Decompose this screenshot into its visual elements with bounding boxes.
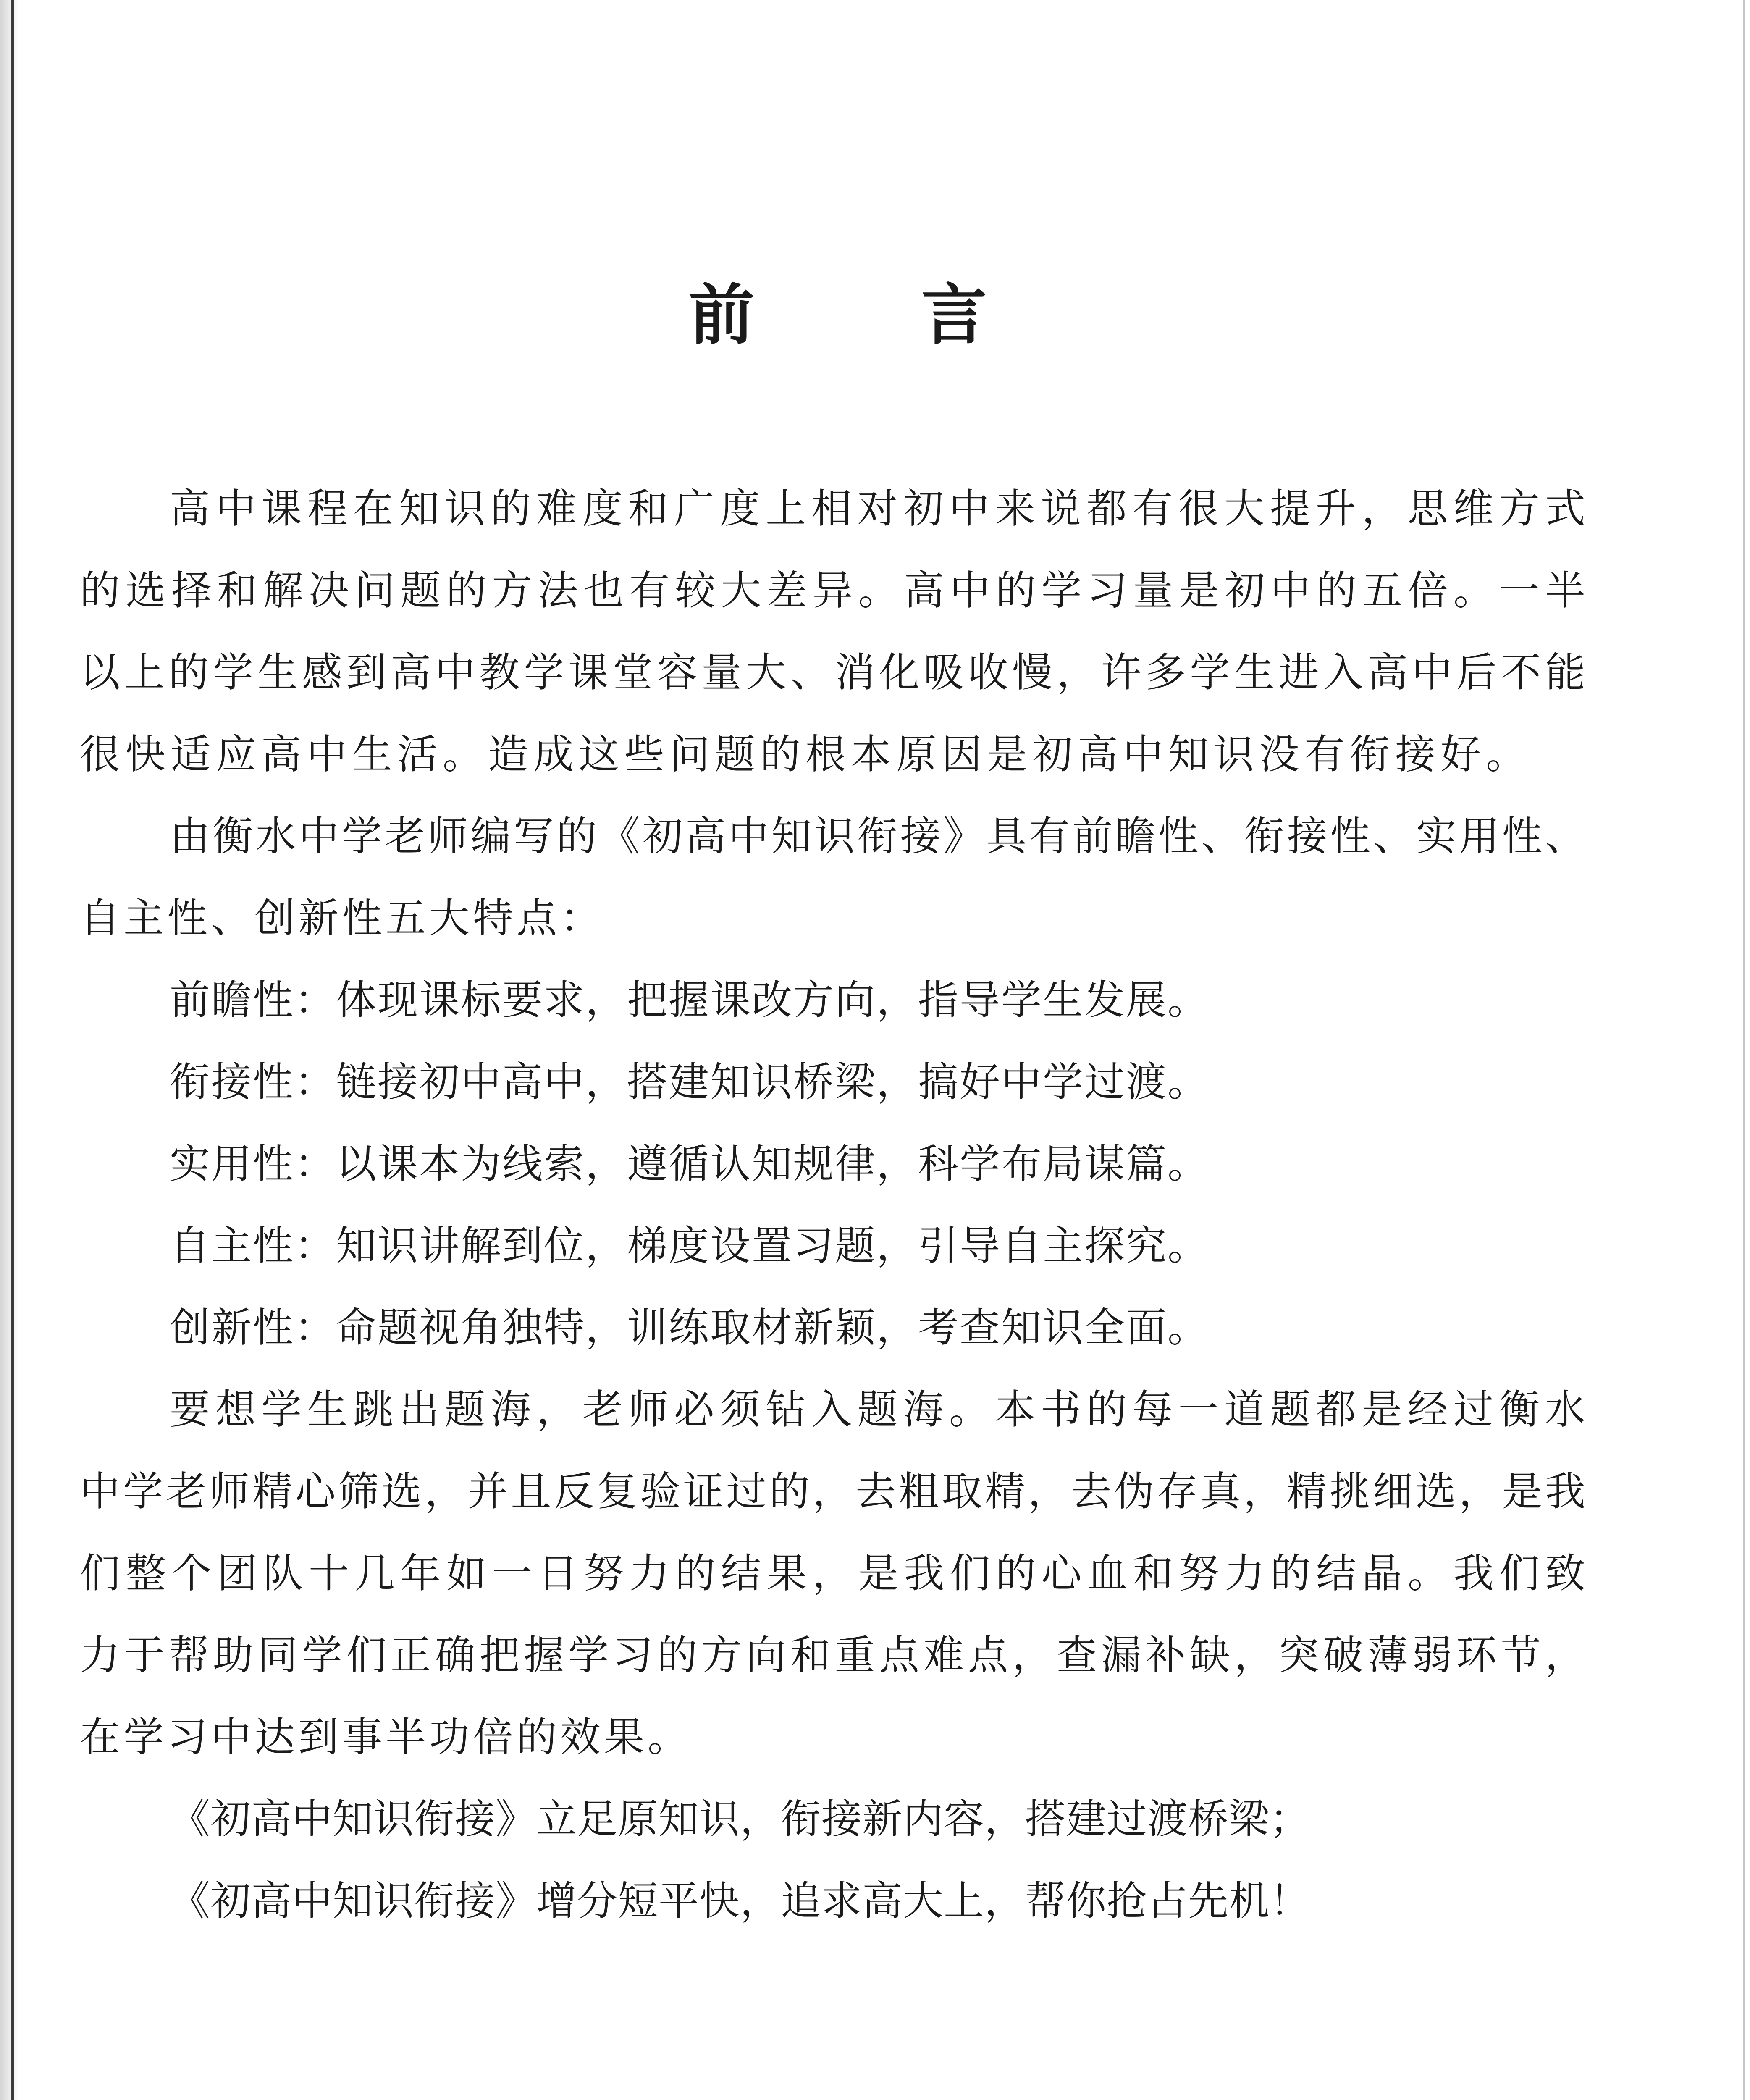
scan-edge-right xyxy=(1743,0,1745,2100)
text-line: 自主性：知识讲解到位，梯度设置习题，引导自主探究。 xyxy=(170,1222,1209,1269)
scan-edge-left xyxy=(11,0,14,2100)
text-line: 自主性、创新性五大特点： xyxy=(80,895,604,942)
text-line: 高中课程在知识的难度和广度上相对初中来说都有很大提升，思维方式 xyxy=(170,485,1585,532)
feature-autonomy xyxy=(80,1205,1585,1287)
text-line: 在学习中达到事半功倍的效果。 xyxy=(80,1714,691,1761)
text-line: 要想学生跳出题海，老师必须钻入题海。本书的每一道题都是经过衡水 xyxy=(170,1386,1585,1433)
closing-line-1 xyxy=(80,1778,1585,1860)
text-line: 实用性：以课本为线索，遵循认知规律，科学布局谋篇。 xyxy=(170,1140,1209,1187)
text-line: 很快适应高中生活。造成这些问题的根本原因是初高中知识没有衔接好。 xyxy=(80,731,1531,778)
text-line: 们整个团队十几年如一日努力的结果，是我们的心血和努力的结晶。我们致 xyxy=(80,1550,1585,1597)
page-title: 前言 xyxy=(689,276,1154,353)
text-line: 的选择和解决问题的方法也有较大差异。高中的学习量是初中的五倍。一半 xyxy=(80,567,1585,614)
feature-foresight xyxy=(80,959,1585,1041)
text-line: 力于帮助同学们正确把握学习的方向和重点难点，查漏补缺，突破薄弱环节， xyxy=(80,1632,1585,1679)
feature-connection xyxy=(80,1041,1585,1123)
text-line: 创新性：命题视角独特，训练取材新颖，考查知识全面。 xyxy=(170,1304,1209,1351)
text-line: 前瞻性：体现课标要求，把握课改方向，指导学生发展。 xyxy=(170,976,1209,1024)
text-line: 以上的学生感到高中教学课堂容量大、消化吸收慢，许多学生进入高中后不能 xyxy=(80,649,1585,696)
text-line: 衔接性：链接初中高中，搭建知识桥梁，搞好中学过渡。 xyxy=(170,1058,1209,1105)
text-line: 《初高中知识衔接》立足原知识，衔接新内容，搭建过渡桥梁； xyxy=(170,1796,1310,1843)
text-line: 中学老师精心筛选，并且反复验证过的，去粗取精，去伪存真，精挑细选，是我 xyxy=(80,1468,1585,1515)
closing-line-2 xyxy=(80,1860,1585,1942)
preface-body xyxy=(80,468,1585,1942)
feature-innovation xyxy=(80,1287,1585,1369)
feature-practicality xyxy=(80,1123,1585,1205)
text-line: 由衡水中学老师编写的《初高中知识衔接》具有前瞻性、衔接性、实用性、 xyxy=(170,813,1585,860)
scan-edge-shadow xyxy=(0,0,18,2100)
paragraph-1 xyxy=(80,468,1585,795)
text-line: 《初高中知识衔接》增分短平快，追求高大上，帮你抢占先机！ xyxy=(170,1877,1310,1924)
paragraph-3 xyxy=(80,1369,1585,1778)
paragraph-2 xyxy=(80,795,1585,959)
